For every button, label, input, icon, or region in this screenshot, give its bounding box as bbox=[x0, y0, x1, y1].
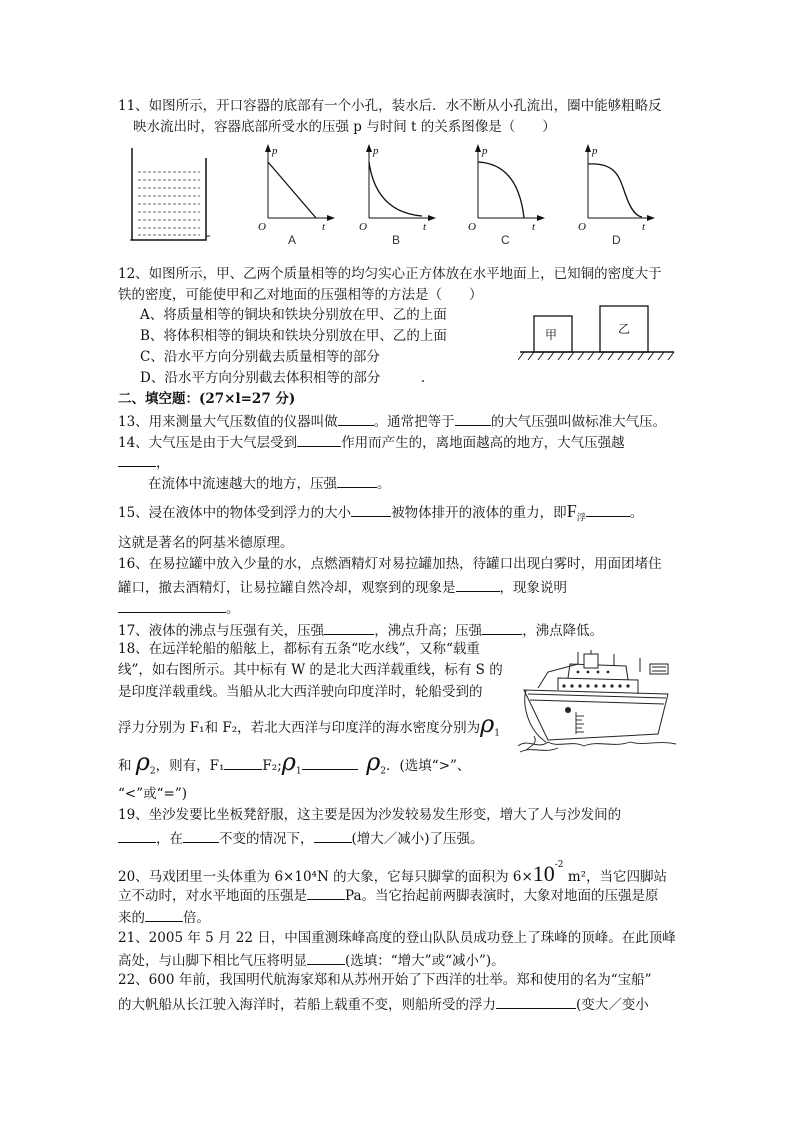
q12-option-b: B、将体积相等的铜块和铁块分别放在甲、乙的上面 bbox=[140, 328, 447, 344]
graph-d-t-label: t bbox=[642, 221, 646, 233]
q22-line2: 的大帆船从长江驶入海洋时，若船上载重不变，则船所受的浮力 (变大／变小 bbox=[118, 994, 649, 1014]
q16-line1: 16、在易拉罐中放入少量的水，点燃酒精灯对易拉罐加热，待罐口出现白雾时，用面团堵住 bbox=[118, 556, 662, 572]
ship-figure bbox=[518, 650, 690, 755]
q18-line2: 线”，如右图所示。其中标有 W 的是北大西洋载重线，标有 S 的 bbox=[118, 662, 503, 678]
q14-line1: 14、大气压是由于大气层受到 作用而产生的，离地面越高的地方，大气压强越 bbox=[118, 432, 625, 452]
graph-a-p-label: p bbox=[272, 145, 278, 157]
q19-blank-3[interactable] bbox=[314, 828, 352, 843]
q18-blank-2[interactable] bbox=[302, 755, 358, 770]
q14-blank-2[interactable] bbox=[118, 452, 156, 467]
q22-line1: 22、600 年前，我国明代航海家郑和从苏州开始了下西洋的壮举。郑和使用的名为“宝船” bbox=[118, 972, 652, 988]
q18-line5: 和 $\rho_2$，则有，F₁ $F_2;\rho_1$ $\rho_2$．(选填“>”、 bbox=[118, 748, 471, 777]
graph-b-t-label: t bbox=[423, 221, 427, 233]
q14-line3: 在流体中流速越大的地方，压强 。 bbox=[148, 473, 391, 493]
option-b-label: B bbox=[392, 233, 401, 247]
q20-blank-1[interactable] bbox=[307, 885, 345, 900]
q20-blank-2[interactable] bbox=[145, 907, 183, 922]
q19-line1: 19、坐沙发要比坐板凳舒服，这主要是因为沙发较易发生形变，增大了人与沙发间的 bbox=[118, 807, 622, 823]
q11-figures bbox=[126, 140, 666, 255]
option-d-label: D bbox=[612, 233, 621, 247]
q15-blank-1[interactable] bbox=[351, 502, 391, 517]
q21-line2: 高处，与山脚下相比气压将明显 (选填：“增大”或“减小”)。 bbox=[118, 950, 505, 970]
q18-line1: 18、在远洋轮船的船舷上，都标有五条“吃水线”，又称“载重 bbox=[118, 641, 480, 657]
q14-blank-3[interactable] bbox=[337, 473, 377, 488]
q16-line3: 。 bbox=[118, 598, 240, 618]
q18-line3: 是印度洋载重线。当船从北大西洋驶向印度洋时，轮船受到的 bbox=[118, 684, 483, 700]
graph-d-origin: O bbox=[578, 221, 586, 233]
q18-blank-1[interactable] bbox=[224, 755, 262, 770]
q12-option-d: D、沿水平方向分别截去体积相等的部分 . bbox=[140, 370, 426, 386]
q17-blank-1[interactable] bbox=[324, 620, 374, 635]
graph-b-p-label: p bbox=[373, 145, 379, 157]
q12-option-a: A、将质量相等的铜块和铁块分别放在甲、乙的上面 bbox=[140, 307, 447, 323]
graph-C bbox=[468, 144, 545, 247]
q15-blank-2[interactable] bbox=[586, 502, 630, 517]
graph-B bbox=[359, 144, 436, 247]
q15-line1: 15、浸在液体中的物体受到浮力的大小 被物体排开的液体的重力，即$F_浮$ 。 bbox=[118, 501, 644, 524]
graph-a-origin: O bbox=[258, 221, 266, 233]
block-yi-label: 乙 bbox=[618, 322, 631, 336]
q15-line2: 这就是著名的阿基米德原理。 bbox=[118, 535, 294, 551]
q19-blank-2[interactable] bbox=[183, 828, 219, 843]
option-a-label: A bbox=[288, 233, 297, 247]
water-container-figure bbox=[130, 148, 210, 240]
q18-line4: 浮力分别为 F₁和 F₂，若北大西洋与印度洋的海水密度分别为$\rho_1$ bbox=[118, 710, 500, 739]
graph-d-p-label: p bbox=[592, 145, 598, 157]
graph-c-t-label: t bbox=[532, 221, 536, 233]
ground-hatching bbox=[518, 352, 674, 360]
block-jia-label: 甲 bbox=[545, 328, 558, 342]
q14-blank-1[interactable] bbox=[297, 432, 341, 447]
q11-line1: 11、如图所示，开口容器的底部有一个小孔，装水后．水不断从小孔流出，圈中能够粗略反 bbox=[118, 98, 662, 114]
q20-line1: 20、马戏团里一头体重为 6×10⁴N 的大象，它每只脚掌的面积为 $6\times 10^{-2}$ m²，当它四脚站 bbox=[118, 860, 668, 886]
q22-blank-1[interactable] bbox=[496, 994, 576, 1009]
q19-blank-1[interactable] bbox=[118, 828, 156, 843]
q12-line2: 铁的密度，可能使甲和乙对地面的压强相等的方法是（ ） bbox=[118, 287, 483, 303]
q17: 17、液体的沸点与压强有关，压强 ，沸点升高；压强 ，沸点降低。 bbox=[118, 620, 603, 640]
q13: 13、用来测量大气压数值的仪器叫做 。通常把等于 的大气压强叫做标准大气压。 bbox=[118, 411, 666, 431]
q20-line2: 立不动时，对水平地面的压强是 Pa。当它抬起前两脚表演时，大象对地面的压强是原 bbox=[118, 885, 659, 905]
q18-line6: “<”或“=”) bbox=[118, 786, 187, 802]
q16-blank-1[interactable] bbox=[456, 577, 500, 592]
q12-line1: 12、如图所示，甲、乙两个质量相等的均匀实心正方体放在水平地面上，已知铜的密度大于 bbox=[118, 266, 662, 282]
graph-c-p-label: p bbox=[482, 145, 488, 157]
q11-line2: 映水流出时，容器底部所受水的压强 p 与时间 t 的关系图像是（ ） bbox=[133, 119, 556, 135]
q21-line1: 21、2005 年 5 月 22 日，中国重测珠峰高度的登山队队员成功登上了珠峰的顶峰。在此顶峰 bbox=[118, 930, 676, 946]
graph-D bbox=[578, 144, 655, 247]
q14-line2: ， bbox=[118, 452, 170, 472]
q17-blank-2[interactable] bbox=[482, 620, 522, 635]
graph-a-t-label: t bbox=[322, 221, 326, 233]
q13-blank-1[interactable] bbox=[338, 411, 374, 426]
graph-b-origin: O bbox=[359, 221, 367, 233]
q16-blank-2[interactable] bbox=[118, 598, 226, 613]
q20-line3: 来的 倍。 bbox=[118, 907, 210, 927]
q21-blank-1[interactable] bbox=[307, 950, 345, 965]
section-fill-in-title: 二、填空题：(27×l=27 分) bbox=[118, 391, 296, 407]
graph-A bbox=[258, 144, 335, 247]
q12-blocks-figure bbox=[518, 302, 678, 364]
q19-line2: ，在 不变的情况下， (增大／减小)了压强。 bbox=[118, 828, 484, 848]
option-c-label: C bbox=[501, 233, 510, 247]
q12-option-c: C、沿水平方向分别截去质量相等的部分 bbox=[140, 349, 380, 365]
graph-c-origin: O bbox=[468, 221, 476, 233]
q13-blank-2[interactable] bbox=[455, 411, 491, 426]
q16-line2: 罐口，撤去酒精灯，让易拉罐自然冷却，观察到的现象是 ，现象说明 bbox=[118, 577, 567, 597]
